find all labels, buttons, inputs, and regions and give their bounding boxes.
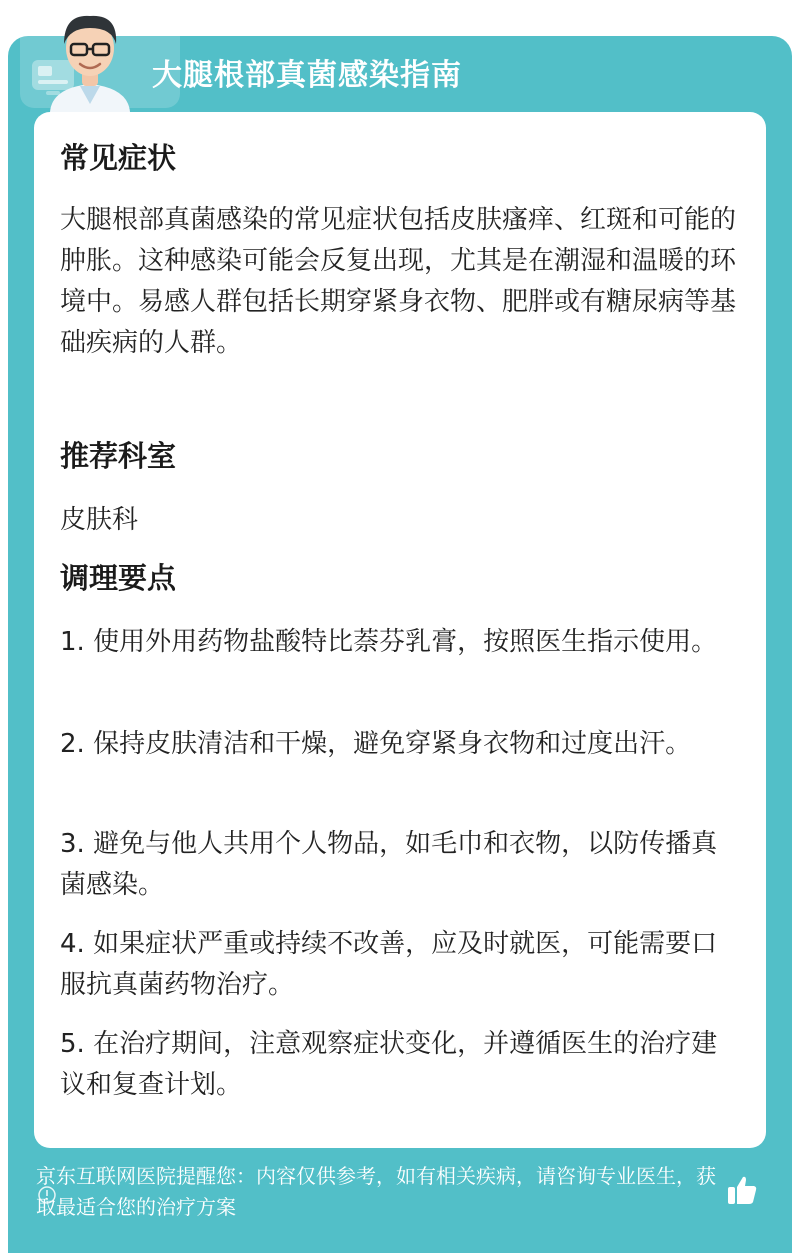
thumbs-up-icon[interactable] <box>726 1174 758 1206</box>
care-heading: 调理要点 <box>60 561 177 595</box>
list-item: 5. 在治疗期间，注意观察症状变化，并遵循医生的治疗建议和复查计划。 <box>60 1029 718 1100</box>
symptoms-text: 大腿根部真菌感染的常见症状包括皮肤瘙痒、红斑和可能的肿胀。这种感染可能会反复出现，尤其是在潮湿和温暖的环境中。易感人群包括长期穿紧身衣物、肥胖或有糖尿病等基础疾病的人群。 <box>60 205 737 358</box>
content-card <box>34 112 766 1148</box>
list-item: 2. 保持皮肤清洁和干燥，避免穿紧身衣物和过度出汗。 <box>60 729 692 759</box>
list-item: 4. 如果症状严重或持续不改善，应及时就医，可能需要口服抗真菌药物治疗。 <box>60 929 718 1000</box>
doctor-avatar <box>44 4 136 112</box>
department-text: 皮肤科 <box>60 505 139 535</box>
page-title: 大腿根部真菌感染指南 <box>152 58 462 93</box>
disclaimer-text: 京东互联网医院提醒您：内容仅供参考，如有相关疾病，请咨询专业医生，获取最适合您的治疗方案 <box>36 1166 716 1219</box>
list-item: 1. 使用外用药物盐酸特比萘芬乳膏，按照医生指示使用。 <box>60 627 718 657</box>
list-item: 3. 避免与他人共用个人物品，如毛巾和衣物，以防传播真菌感染。 <box>60 829 718 900</box>
symptoms-heading: 常见症状 <box>60 141 177 175</box>
department-heading: 推荐科室 <box>60 439 177 473</box>
